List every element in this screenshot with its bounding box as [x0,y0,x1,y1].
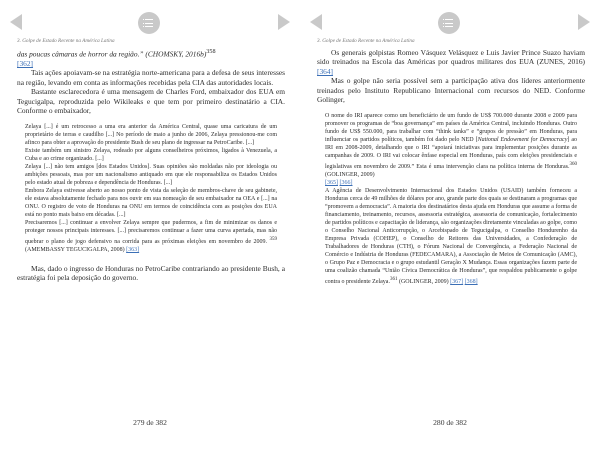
page-body [317,48,585,295]
block-quote [25,124,277,254]
running-header: 3. Golpe de Estado Recente na América Latina [17,38,115,44]
paragraph-text: Os generais golpistas Romeo Vásquez Velásquez e Luis Javier Prince Suazo haviam sido treinados na Escola das Américas por quadros militares dos EUA (ZUNES, 2016) [317,48,585,67]
quote-paragraph: Zelaya [...] não tem amigos [dos Estados Unidos]. Suas opiniões são moldadas não por ideologia ou ambições pessoais, mas por um nacionalismo antiquado em que ele responsabiliza os Estados Unidos pelo estado atual de pobreza e dependência de Honduras. [...] [25,164,277,186]
citation: (GOLINGER, 2009) [398,278,449,285]
quote-paragraph [325,113,577,188]
triangle-right-icon[interactable] [578,14,590,30]
page-number: 280 de 382 [433,418,467,427]
paragraph [317,48,585,76]
list-menu-icon[interactable] [138,12,160,34]
paragraph: Mas o golpe não seria possível sem a participação ativa dos líderes anteriormente treinados pelo Instituto Republicano Internacional com recursos do NED. Conforme Golinger, [317,76,585,105]
paragraph: Bastante esclarecedora é uma mensagem de Charles Ford, embaixador dos EUA em Tegucigalpa, reproduzida pelo Wikileaks e que tem por primeiro destinatário a CIA. Conforme o embaixador, [17,87,285,115]
list-menu-icon[interactable] [438,12,460,34]
quote-text: ] ao IRI em 2008-2009, detalhando que o IRI “apoiará iniciativas para implementar posições durante as campanhas de 2009. O IRI vai colocar ênfase especial em Honduras, país com eleições presidenciais e legislativas em novembro de 2009.” Esta é uma intervenção clara na política interna de Honduras. [325,137,577,171]
triangle-left-icon[interactable] [310,14,322,30]
footnote-link[interactable]: [366] [339,180,353,187]
triangle-right-icon[interactable] [278,14,290,30]
page-body [17,48,285,282]
quote-text: O nome do IRI aparece como um beneficiário de um fundo de US$ 700.000 durante 2008 e 2009 para promover os programas de “boa governança” em países da América Central, incluindo Honduras. Outro fundo de US$ 550.000, para trabalhar com “think tanks” e “grupos de pressão” em Honduras, para influenciar os partidos políticos, também foi dado pelo NED [ [325,113,577,144]
footnote-link[interactable]: [362] [17,58,34,68]
block-quote [325,113,577,286]
citation: (AMEMBASSY TEGUCIGALPA, 2008) [25,246,125,253]
paragraph [17,48,285,68]
citation: (GOLINGER, 2009) [325,172,375,179]
footnote-ref: 360 [569,162,577,168]
footnote-ref: 361 [389,276,398,282]
right-page [300,0,600,450]
footnote-ref: 359 [269,236,277,242]
running-header: 3. Golpe de Estado Recente na América Latina [317,38,415,44]
page-number: 279 de 382 [133,418,167,427]
quote-text: A Agência de Desenvolvimento Internacional dos Estados Unidos (USAID) também forneceu a Honduras cerca de 49 milhões de dólares por ano, grande parte dos quais se destinaram a programas que “promovem a democracia”. A maioria dos destinatários desta ajuda em Honduras que assume a forma de financiamento, treinamento, recursos, assessoria estratégica, assessoria de comunicação, fortalecimento de partidos políticos e capacitação de liderança, são organizações diretamente vinculadas ao golpe, como o Conselho Nacional Anticorrupção, o Arcebispado de Tegucigalpa, o Conselho Hondurenho da Empresa Privada (COHEP), o Conselho de Reitores das Universidades, a Confederação de Trabalhadores de Honduras (CTH), o Fórum Nacional de Convergência, a Federação Nacional de Comércio e Indústria de Honduras (FEDECAMARA), a Associação de Meios de Comunicação (AMC), o Grupo Paz e Democracia e o grupo estudantil Geração X Mudança. Essas organizações fazem parte de uma coalizão chamada “União Cívica Democrática de Honduras”, que respaldou publicamente o golpe contra o presidente Zelaya. [325,188,577,285]
footnote-link[interactable]: [364] [317,66,334,76]
quote-paragraph [25,220,277,255]
quote-end: das poucas câmaras de horror da região.” (CHOMSKY, 2016b) [17,49,207,59]
quote-paragraph [325,188,577,286]
quote-text: Precisaremos [...] continuar a envolver Zelaya sempre que pudermos, a fim de minimizar os danos e proteger nossos principais interesses. [...] precisaremos continuar a fazer uma curva apertada, mas não quebrar o plano de jogo defensivo na corrida para as próximas eleições em novembro de 2009. [25,219,277,245]
footnote-link[interactable]: [365] [325,180,338,187]
footnote-link[interactable]: [368] [464,278,478,285]
footnote-link[interactable]: [363] [126,246,140,253]
footnote-link[interactable]: [367] [450,278,464,285]
quote-italic: National Endowment for Democracy [477,137,568,144]
paragraph: Tais ações apoiavam-se na estratégia norte-americana para a defesa de seus interesses na região, levando em conta as informações recebidas pela CIA das autoridades locais. [17,68,285,87]
quote-paragraph: Existe também um sinistro Zelaya, rodeado por alguns conselheiros próximos, ligados à Venezuela, a Cuba e ao crime organizado. [...] [25,148,277,163]
quote-paragraph: Zelaya [...] é um retrocesso a uma era anterior da América Central, quase uma caricatura de um proprietário de terras e caudilho [...] No período de maio a junho de 2006, Zelaya pressionou-me com afinco para obter a aprovação do presidente Bush de seu plano de ingressar na PetroCaribe. [...] [25,124,277,147]
footnote-ref: 358 [206,49,216,55]
paragraph: Mas, dado o ingresso de Honduras no PetroCaribe contrariando ao presidente Bush, a estratégia foi pela deposição do governo. [17,263,285,282]
triangle-left-icon[interactable] [10,14,22,30]
quote-paragraph: Embora Zelaya estivesse aberto ao nosso ponto de vista da seleção de membros-chave de seu gabinete, ele estava absolutamente fechado para nos ouvir em sua nomeação de seu embaixador na OEA e [...] na ONU. O registro de voto de Honduras na ONU em termos de coincidência com as posições dos EUA está no ponto mais baixo em décadas. [...] [25,187,277,218]
